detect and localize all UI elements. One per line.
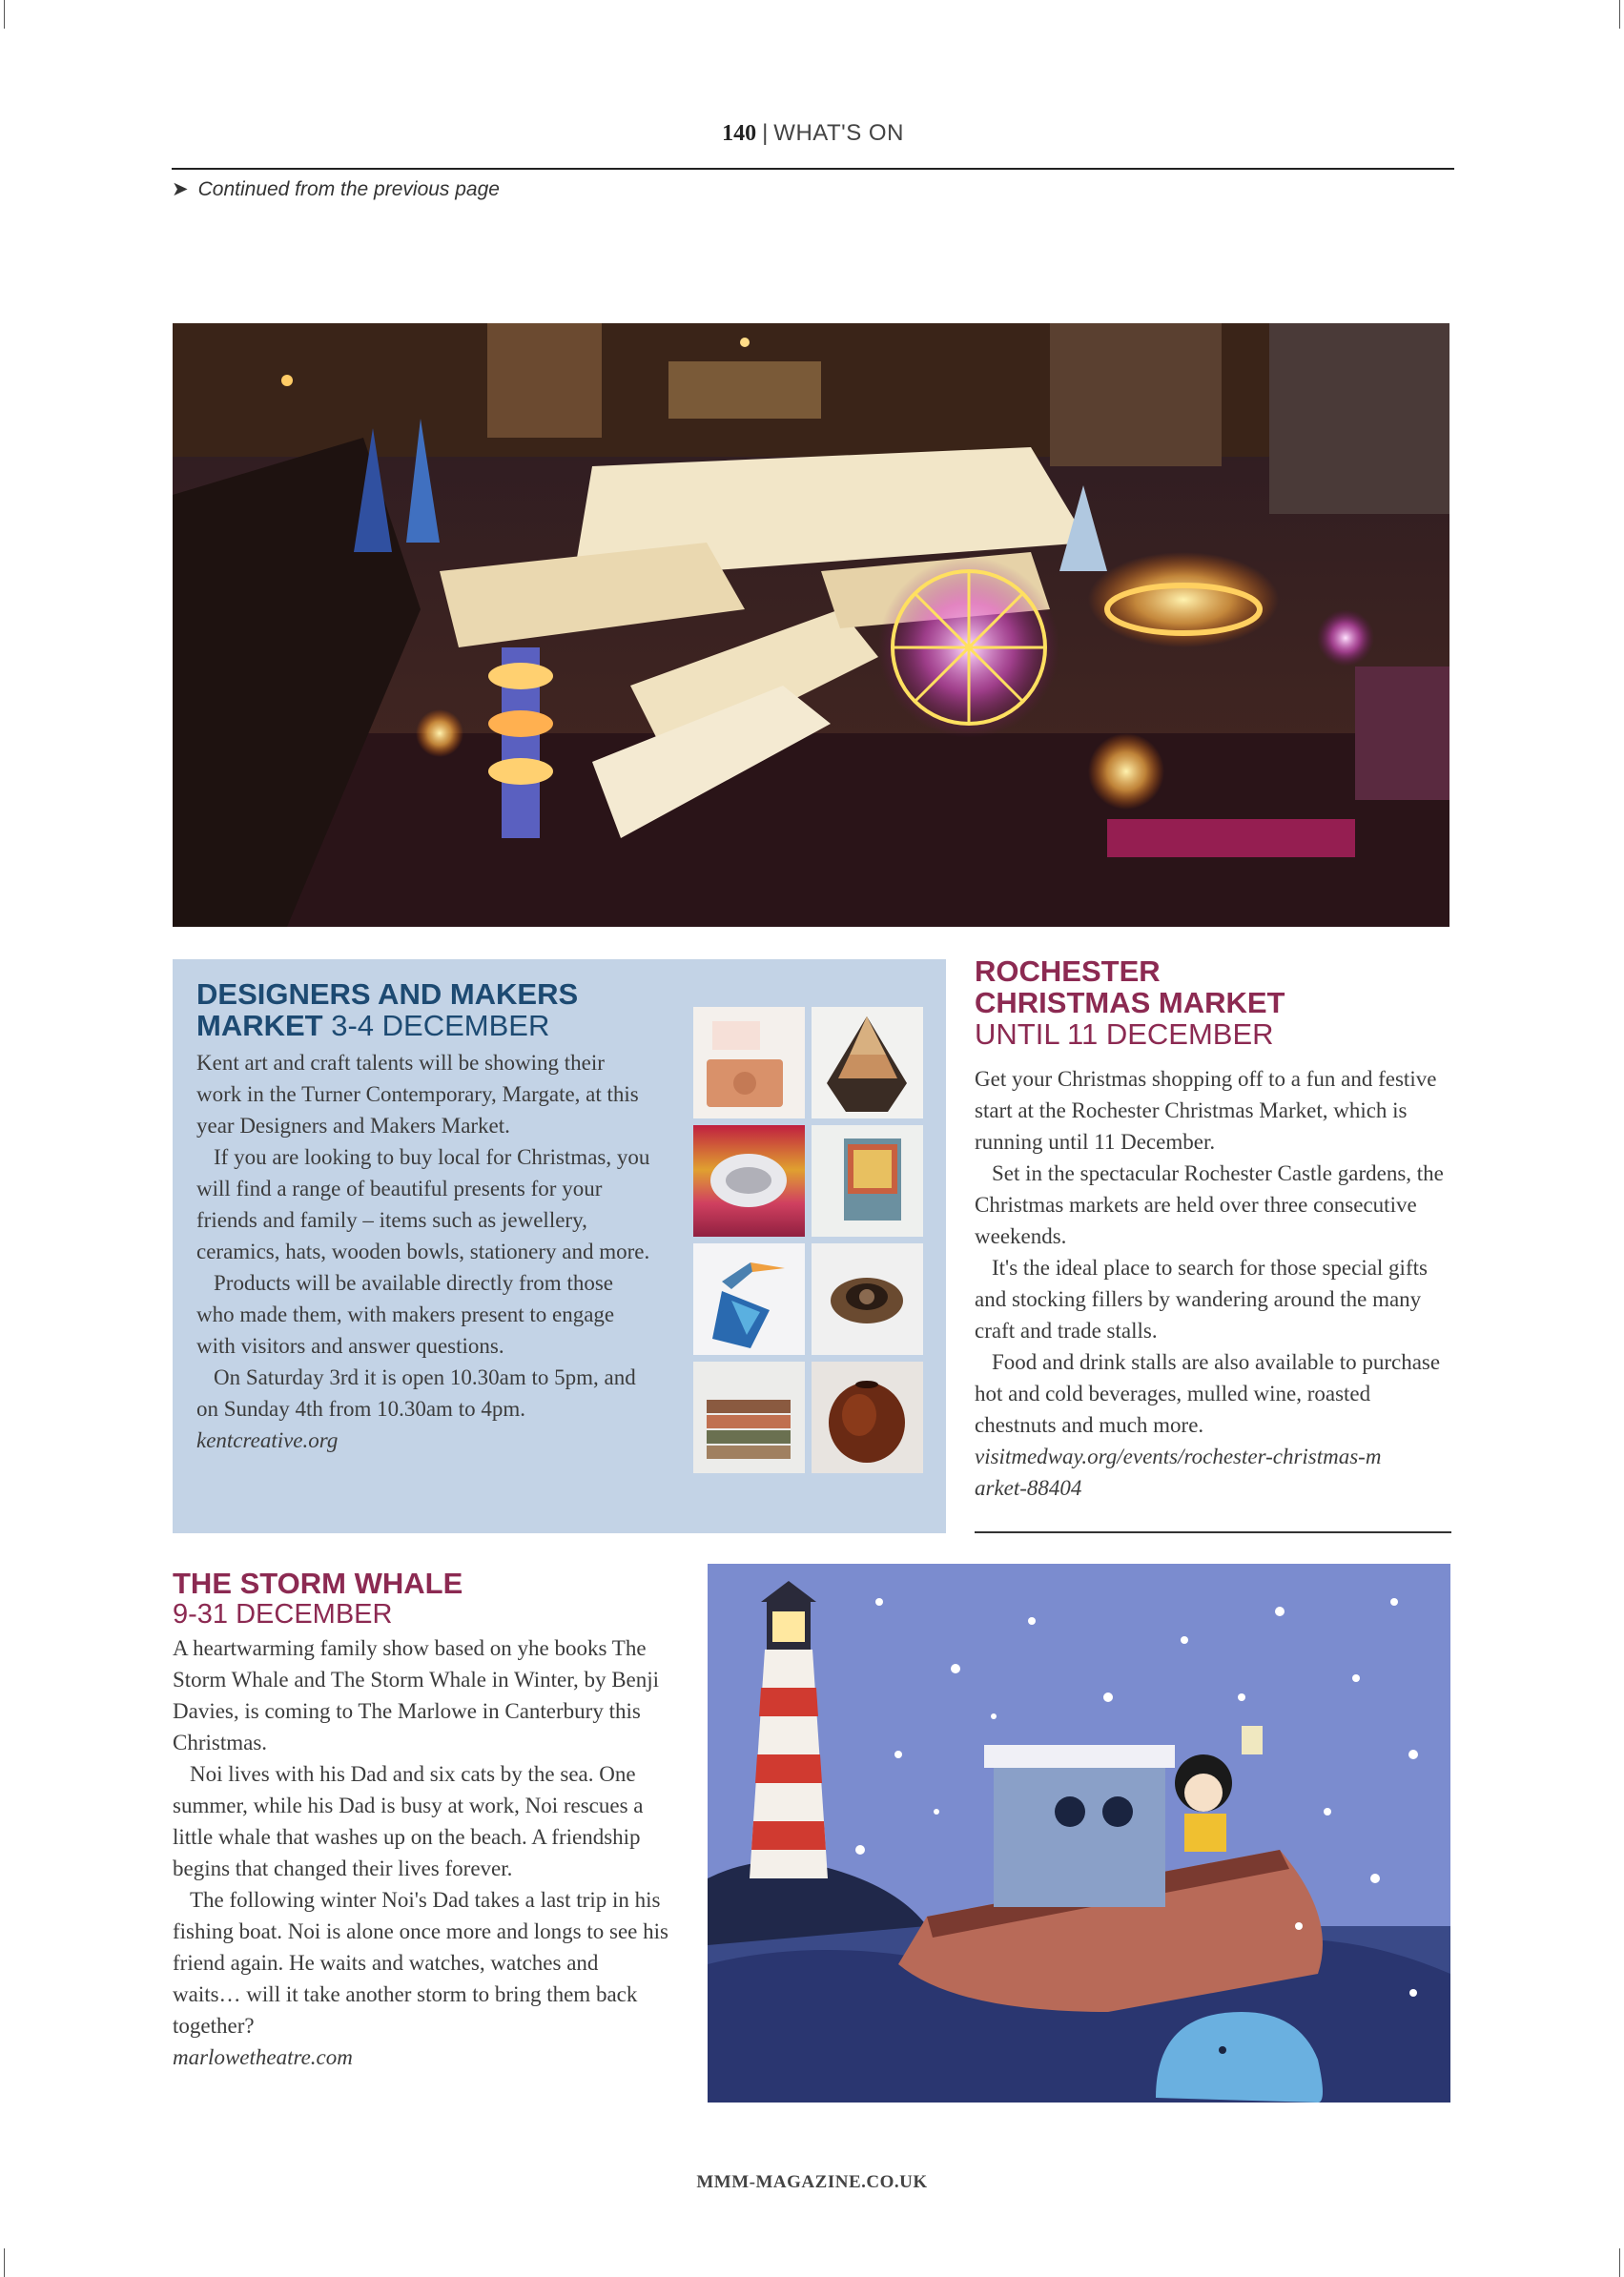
crop-mark xyxy=(4,2248,5,2277)
arrow-icon: ➤ xyxy=(172,178,189,200)
page-header xyxy=(172,120,1454,170)
crop-mark xyxy=(1619,2248,1620,2277)
storm-whale-title: THE STORM WHALE xyxy=(173,1567,463,1600)
section-divider xyxy=(975,1531,1451,1533)
wooden-bowl-photo xyxy=(812,1362,923,1473)
designers-body xyxy=(196,1047,654,1456)
designers-title xyxy=(196,978,654,1041)
rochester-url[interactable]: visitmedway.org/events/rochester-christmas-market-88404 xyxy=(975,1445,1382,1500)
rochester-date: UNTIL 11 DECEMBER xyxy=(975,1017,1274,1051)
designers-title-text: DESIGNERS AND MAKERS MARKET xyxy=(196,977,579,1042)
christmas-market-photo xyxy=(173,323,1449,927)
storm-whale-paragraph: Noi lives with his Dad and six cats by the sea. One summer, while his Dad is busy at work, Noi rescues a little whale that washes up on the beach. A friendship begins that changed their lives forever. xyxy=(173,1762,644,1880)
rochester-body xyxy=(975,1063,1451,1504)
rochester-paragraph: It's the ideal place to search for those special gifts and stocking fillers by wandering around the many craft and trade stalls. xyxy=(975,1256,1428,1343)
storm-whale-article xyxy=(173,1568,668,2073)
crop-mark xyxy=(4,0,5,29)
storm-whale-illustration xyxy=(708,1564,1450,2103)
folded-textiles-photo xyxy=(693,1362,805,1473)
designers-paragraph: On Saturday 3rd it is open 10.30am to 5pm, and on Sunday 4th from 10.30am to 4pm. xyxy=(196,1365,636,1421)
crop-mark xyxy=(1619,0,1620,29)
storm-whale-url[interactable]: marlowetheatre.com xyxy=(173,2045,353,2069)
page-number: 140 xyxy=(722,121,757,146)
soap-photo xyxy=(693,1007,805,1118)
storm-whale-date: 9-31 DECEMBER xyxy=(173,1599,393,1630)
rochester-article xyxy=(975,955,1451,1504)
storm-whale-paragraph: A heartwarming family show based on yhe books The Storm Whale and The Storm Whale in Winter, by Benji Davies, is coming to The Marlowe in Canterbury this Christmas. xyxy=(173,1636,660,1754)
designers-paragraph: Products will be available directly from those who made them, with makers present to engage with visitors and answer questions. xyxy=(196,1271,615,1358)
ring-photo xyxy=(812,1243,923,1355)
silver-cuff-photo xyxy=(693,1125,805,1237)
rochester-paragraph: Get your Christmas shopping off to a fun and festive start at the Rochester Christmas Market, which is running until 11 December. xyxy=(975,1067,1437,1154)
rochester-title-line: CHRISTMAS MARKET xyxy=(975,986,1285,1019)
rochester-paragraph: Food and drink stalls are also available to purchase hot and cold beverages, mulled wine, roasted chestnuts and much more. xyxy=(975,1350,1441,1437)
continued-text: Continued from the previous page xyxy=(197,178,500,200)
rochester-title xyxy=(975,955,1451,1018)
header-separator: | xyxy=(762,120,769,146)
designers-url[interactable]: kentcreative.org xyxy=(196,1428,339,1452)
page-footer: MMM-MAGAZINE.CO.UK xyxy=(696,2172,928,2192)
scarf-photo xyxy=(812,1007,923,1118)
designers-makers-panel xyxy=(173,959,946,1533)
designers-paragraph: If you are looking to buy local for Christmas, you will find a range of beautiful presents for your friends and family – items such as jewellery, ceramics, hats, wooden bowls, stationery and more. xyxy=(196,1145,650,1263)
heron-art-photo xyxy=(693,1243,805,1355)
notebook-photo xyxy=(812,1125,923,1237)
designers-paragraph: Kent art and craft talents will be showing their work in the Turner Contemporary, Margate, at this year Designers and Makers Market. xyxy=(196,1051,639,1138)
rochester-title-line: ROCHESTER xyxy=(975,954,1161,988)
continued-note xyxy=(172,177,500,201)
rochester-paragraph: Set in the spectacular Rochester Castle gardens, the Christmas markets are held over three consecutive weekends. xyxy=(975,1161,1444,1248)
designers-date: 3-4 DECEMBER xyxy=(331,1009,550,1042)
storm-whale-paragraph: The following winter Noi's Dad takes a last trip in his fishing boat. Noi is alone once more and longs to see his friend again. He waits and watches, watches and waits… will it take another storm to bring them back together? xyxy=(173,1888,668,2038)
storm-whale-body xyxy=(173,1632,668,2073)
section-title: WHAT'S ON xyxy=(773,120,904,146)
